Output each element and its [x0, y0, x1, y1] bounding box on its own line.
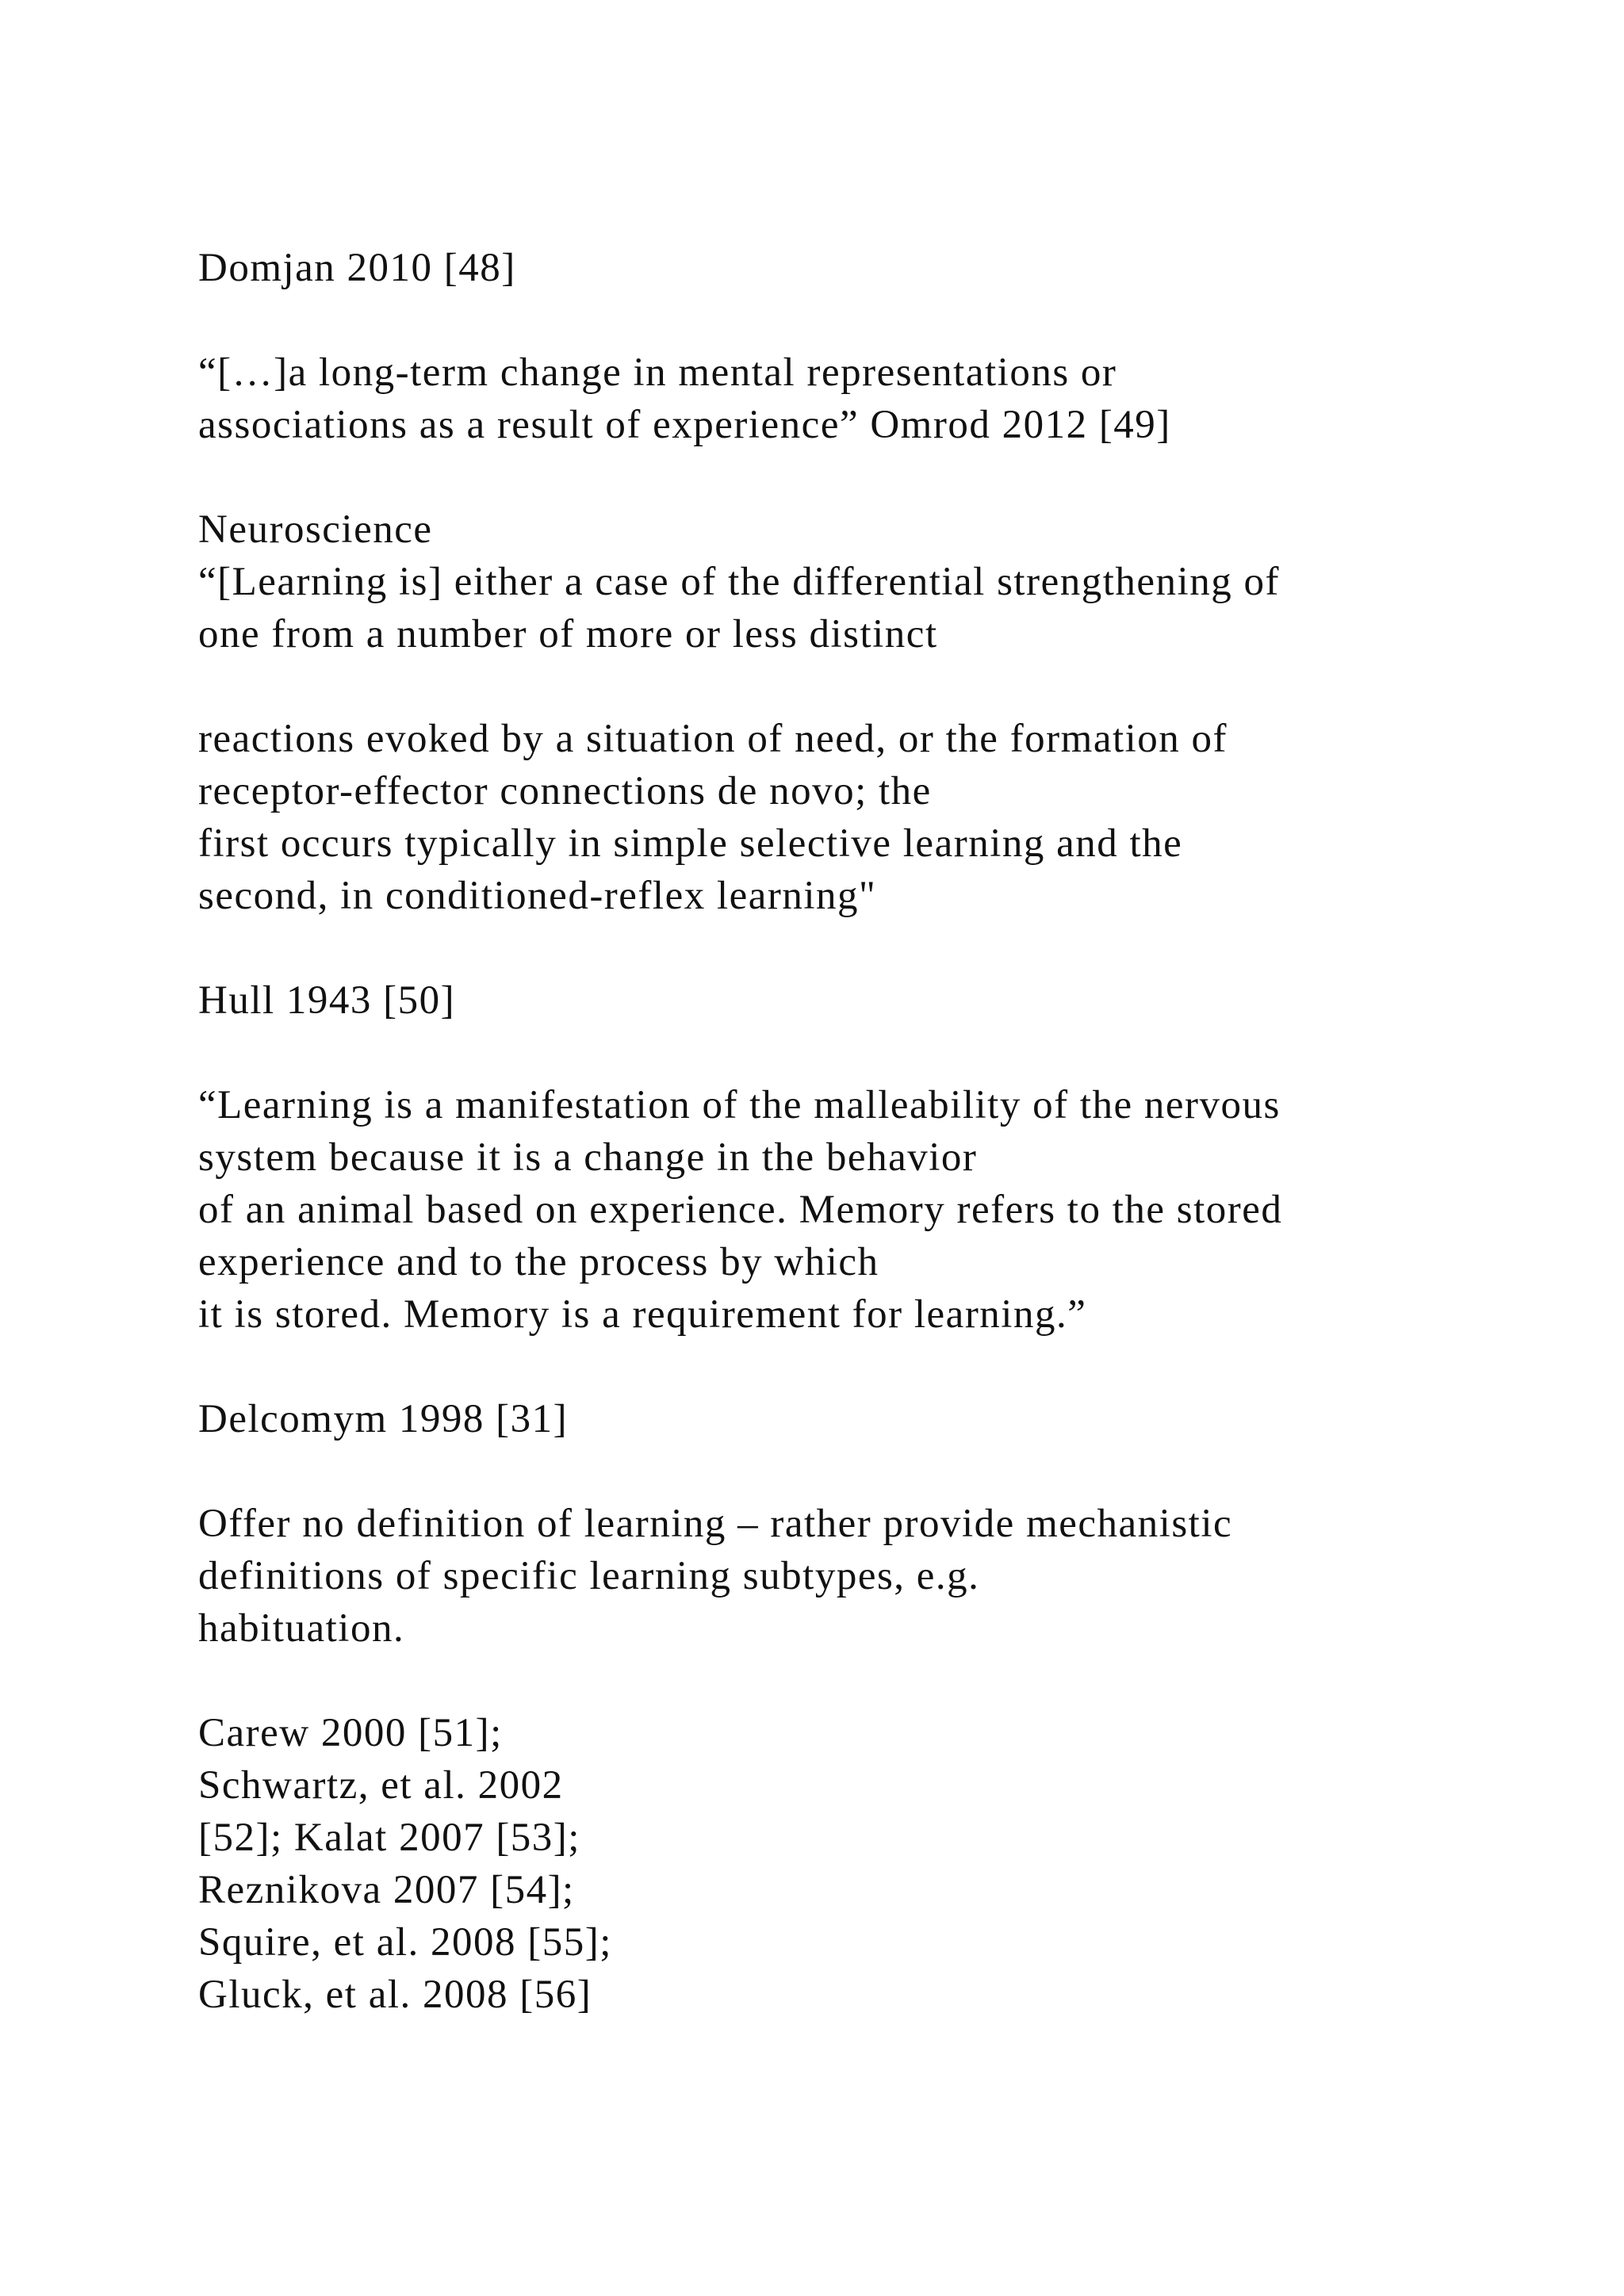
note-definition-line-1: Offer no definition of learning – rather provide mechanistic — [198, 1502, 1233, 1546]
blank-line — [198, 1445, 1546, 1498]
citation-gluck: Gluck, et al. 2008 [56] — [198, 1973, 592, 2017]
blank-line — [198, 294, 1546, 346]
blank-line — [198, 1027, 1546, 1079]
blank-line — [198, 451, 1546, 503]
quote-delcomym-line-5: it is stored. Memory is a requirement for learning.” — [198, 1292, 1087, 1337]
citation-schwartz: Schwartz, et al. 2002 — [198, 1763, 564, 1808]
quote-omrod-line-1: “[…]a long-term change in mental representations or — [198, 350, 1117, 395]
quote-hull-line-3: reactions evoked by a situation of need, or the formation of — [198, 717, 1228, 761]
quote-hull-line-6: second, in conditioned-reflex learning" — [198, 874, 877, 918]
quote-delcomym-line-1: “Learning is a manifestation of the malleability of the nervous — [198, 1083, 1281, 1127]
blank-line — [198, 660, 1546, 713]
quote-hull-line-1: “[Learning is] either a case of the differential strengthening of — [198, 560, 1280, 604]
citation-hull: Hull 1943 [50] — [198, 978, 456, 1023]
citation-domjan: Domjan 2010 [48] — [198, 246, 516, 290]
quote-hull-line-4: receptor-effector connections de novo; the — [198, 769, 932, 813]
blank-line — [198, 922, 1546, 974]
quote-hull-line-5: first occurs typically in simple selective learning and the — [198, 821, 1183, 866]
quote-hull-line-2: one from a number of more or less distinct — [198, 612, 938, 656]
section-heading-neuroscience: Neuroscience — [198, 507, 433, 552]
quote-delcomym-line-4: experience and to the process by which — [198, 1240, 879, 1284]
blank-line — [198, 1655, 1546, 1707]
citation-kalat: [52]; Kalat 2007 [53]; — [198, 1816, 580, 1860]
quote-omrod-line-2: associations as a result of experience” Omrod 2012 [49] — [198, 403, 1171, 447]
citation-delcomym: Delcomym 1998 [31] — [198, 1397, 569, 1441]
quote-delcomym-line-2: system because it is a change in the behavior — [198, 1135, 978, 1180]
citation-reznikova: Reznikova 2007 [54]; — [198, 1868, 575, 1912]
document-body — [198, 242, 1546, 2021]
note-definition-line-3: habituation. — [198, 1606, 405, 1651]
citation-squire: Squire, et al. 2008 [55]; — [198, 1920, 612, 1965]
quote-delcomym-line-3: of an animal based on experience. Memory refers to the stored — [198, 1188, 1283, 1232]
note-definition-line-2: definitions of specific learning subtypes, e.g. — [198, 1554, 980, 1598]
citation-carew: Carew 2000 [51]; — [198, 1711, 503, 1755]
blank-line — [198, 1341, 1546, 1393]
